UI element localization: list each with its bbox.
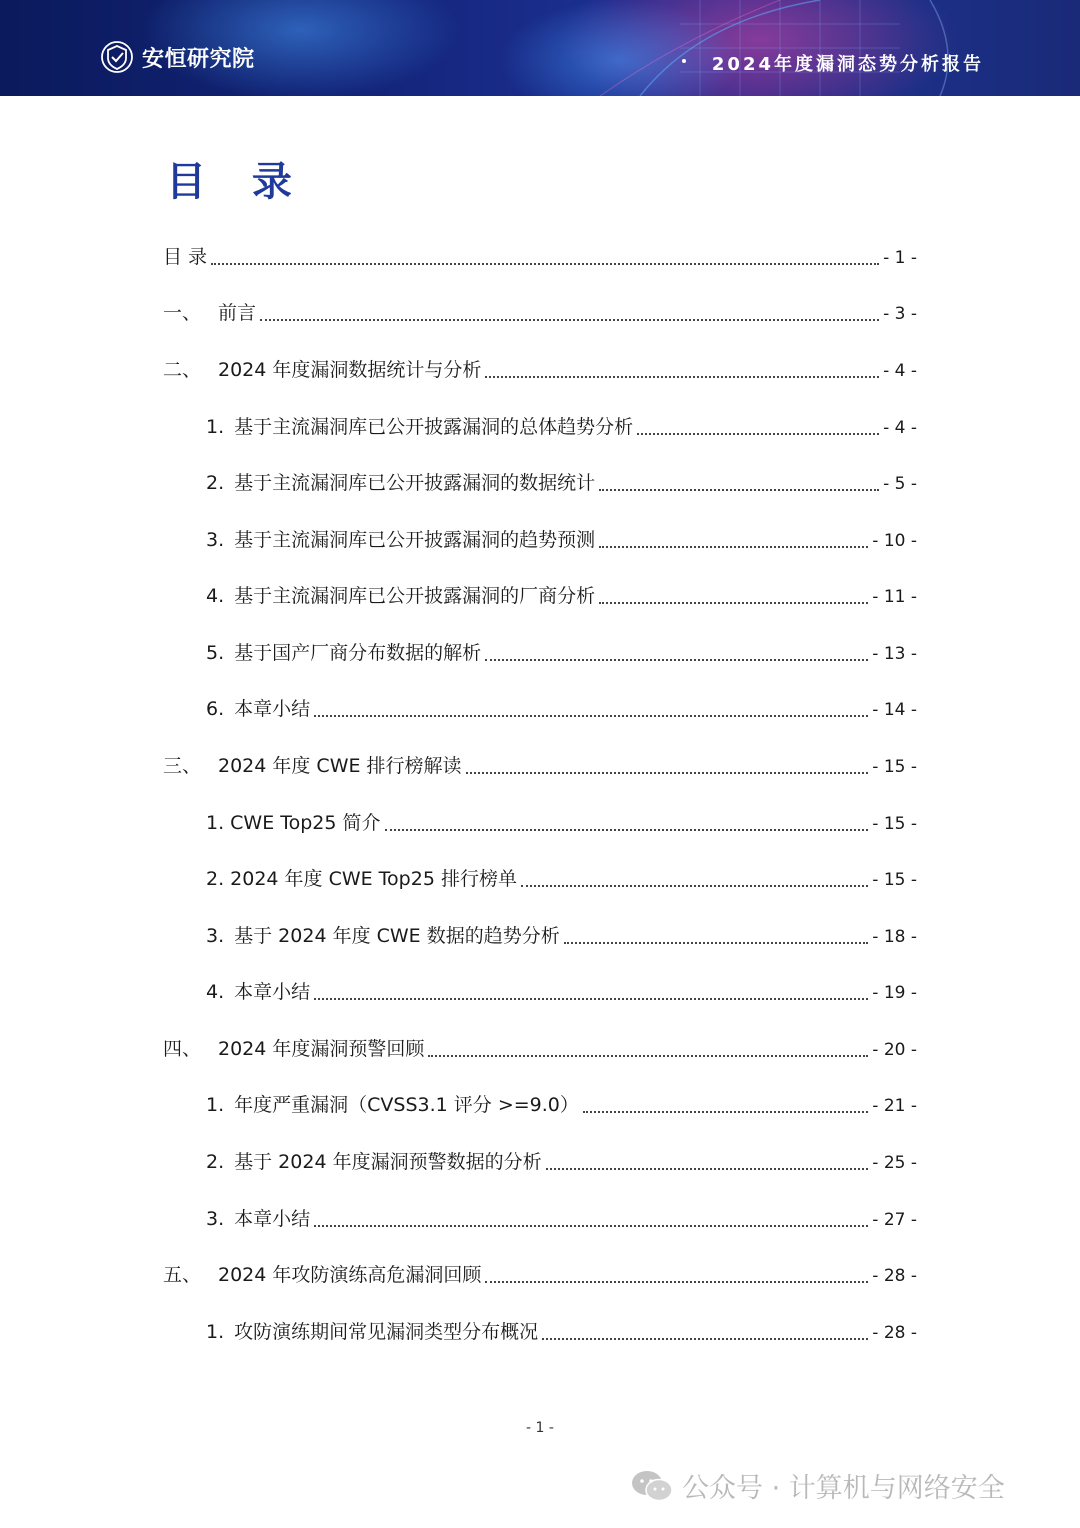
toc-entry[interactable] bbox=[206, 694, 917, 726]
toc-leader bbox=[385, 829, 869, 831]
toc-entry-label: 前言 bbox=[218, 302, 257, 324]
toc-entry-label: 基于主流漏洞库已公开披露漏洞的趋势预测 bbox=[234, 529, 596, 551]
toc-leader bbox=[637, 433, 879, 435]
toc-entry-number: 四、 bbox=[163, 1038, 202, 1060]
toc-entry[interactable] bbox=[206, 412, 917, 444]
toc-entry-number: 6. bbox=[206, 698, 225, 720]
toc-entry[interactable] bbox=[206, 808, 917, 840]
toc-entry-label: 基于主流漏洞库已公开披露漏洞的数据统计 bbox=[234, 472, 596, 494]
toc-entry[interactable] bbox=[206, 1204, 917, 1236]
toc-entry-number: 2. bbox=[206, 472, 225, 494]
toc-entry[interactable] bbox=[206, 864, 917, 896]
toc-entry[interactable] bbox=[206, 581, 917, 613]
toc-entry-label: 基于主流漏洞库已公开披露漏洞的厂商分析 bbox=[234, 585, 596, 607]
toc-entry-page: - 18 - bbox=[872, 927, 917, 947]
toc-leader bbox=[521, 885, 868, 887]
toc-entry-page: - 4 - bbox=[883, 418, 917, 438]
watermark bbox=[630, 1466, 1005, 1505]
toc-entry-page: - 14 - bbox=[872, 700, 917, 720]
toc-entry-number: 一、 bbox=[163, 302, 202, 324]
toc-entry-number: 3. bbox=[206, 1208, 225, 1230]
wechat-icon bbox=[630, 1469, 674, 1503]
toc-entry-page: - 28 - bbox=[872, 1266, 917, 1286]
toc-entry-page: - 13 - bbox=[872, 644, 917, 664]
toc-entry-page: - 27 - bbox=[872, 1210, 917, 1230]
toc-entry-number: 五、 bbox=[163, 1264, 202, 1286]
toc-entry-page: - 3 - bbox=[883, 304, 917, 324]
toc-entry[interactable] bbox=[163, 751, 917, 783]
watermark-text: 公众号 · 计算机与网络安全 bbox=[682, 1473, 1005, 1504]
toc-entry[interactable] bbox=[206, 525, 917, 557]
toc-entry-page: - 20 - bbox=[872, 1040, 917, 1060]
toc-entry-number: 4. bbox=[206, 585, 225, 607]
toc-leader bbox=[583, 1111, 868, 1113]
toc-leader bbox=[314, 715, 868, 717]
toc-leader bbox=[260, 319, 879, 321]
toc-leader bbox=[485, 1281, 868, 1283]
toc-leader bbox=[314, 1225, 868, 1227]
toc-entry[interactable] bbox=[206, 1317, 917, 1349]
page-number: - 1 - bbox=[526, 1420, 554, 1436]
toc-entry-label: 本章小结 bbox=[234, 1208, 311, 1230]
toc-entry-page: - 28 - bbox=[872, 1323, 917, 1343]
toc-entry-label: 基于 2024 年度 CWE 数据的趋势分析 bbox=[234, 925, 560, 947]
toc-entry-label: 基于国产厂商分布数据的解析 bbox=[234, 642, 482, 664]
toc-entry-label: 本章小结 bbox=[234, 981, 311, 1003]
shield-logo-icon bbox=[100, 40, 134, 74]
toc-leader bbox=[599, 546, 868, 548]
toc-leader bbox=[466, 772, 869, 774]
toc-entry-page: - 15 - bbox=[872, 870, 917, 890]
toc-entry-page: - 19 - bbox=[872, 983, 917, 1003]
toc-entry[interactable] bbox=[206, 977, 917, 1009]
toc-entry[interactable] bbox=[206, 921, 917, 953]
toc-leader bbox=[564, 942, 869, 944]
toc-leader bbox=[428, 1055, 868, 1057]
toc-entry-number: 1. bbox=[206, 1321, 225, 1343]
toc-entry-label: 2024 年度 CWE Top25 排行榜单 bbox=[230, 868, 517, 890]
toc-entry-number: 3. bbox=[206, 925, 225, 947]
toc-entry[interactable] bbox=[206, 638, 917, 670]
toc-entry-page: - 10 - bbox=[872, 531, 917, 551]
toc-entry-page: - 1 - bbox=[883, 248, 917, 268]
header-banner bbox=[0, 0, 1080, 96]
toc-leader bbox=[546, 1168, 869, 1170]
toc-entry-number: 3. bbox=[206, 529, 225, 551]
toc-entry-page: - 11 - bbox=[872, 587, 917, 607]
toc-leader bbox=[599, 489, 879, 491]
toc-leader bbox=[485, 376, 879, 378]
toc-entry-number: 1. bbox=[206, 812, 225, 834]
toc-entry-number: 5. bbox=[206, 642, 225, 664]
toc-entry-number: 二、 bbox=[163, 359, 202, 381]
toc-leader bbox=[211, 263, 879, 265]
toc-entry-page: - 15 - bbox=[872, 814, 917, 834]
toc-entry-label: 本章小结 bbox=[234, 698, 311, 720]
toc-entry-number: 4. bbox=[206, 981, 225, 1003]
toc-entry[interactable] bbox=[206, 1090, 917, 1122]
toc-entry-number: 1. bbox=[206, 1094, 225, 1116]
toc-entry-label: CWE Top25 简介 bbox=[230, 812, 381, 834]
toc-entry-number: 2. bbox=[206, 868, 225, 890]
brand-name: 安恒研究院 bbox=[142, 46, 255, 72]
toc-entry-number: 1. bbox=[206, 416, 225, 438]
toc-entry-label: 年度严重漏洞（CVSS3.1 评分 >=9.0） bbox=[234, 1094, 579, 1116]
toc-entry-number: 2. bbox=[206, 1151, 225, 1173]
toc-entry[interactable] bbox=[163, 1034, 917, 1066]
toc-leader bbox=[599, 602, 868, 604]
toc-entry-page: - 25 - bbox=[872, 1153, 917, 1173]
toc-heading: 目 录 bbox=[166, 159, 308, 205]
report-title: 2024年度漏洞态势分析报告 bbox=[711, 54, 984, 75]
toc-entry[interactable] bbox=[206, 468, 917, 500]
brand-logo bbox=[100, 40, 255, 74]
toc-entry-page: - 21 - bbox=[872, 1096, 917, 1116]
toc-entry-label: 攻防演练期间常见漏洞类型分布概况 bbox=[234, 1321, 539, 1343]
toc-entry-label: 基于主流漏洞库已公开披露漏洞的总体趋势分析 bbox=[234, 416, 634, 438]
toc-entry-label: 2024 年度漏洞预警回顾 bbox=[218, 1038, 425, 1060]
toc-entry-number: 三、 bbox=[163, 755, 202, 777]
toc-leader bbox=[542, 1338, 868, 1340]
toc-entry-label: 2024 年攻防演练高危漏洞回顾 bbox=[218, 1264, 482, 1286]
toc-entry-page: - 15 - bbox=[872, 757, 917, 777]
toc-entry[interactable] bbox=[163, 1260, 917, 1292]
toc-entry-label: 目 录 bbox=[163, 246, 208, 268]
toc-entry[interactable] bbox=[163, 298, 917, 330]
toc-entry-label: 基于 2024 年度漏洞预警数据的分析 bbox=[234, 1151, 542, 1173]
toc-entry-page: - 5 - bbox=[883, 474, 917, 494]
toc-leader bbox=[485, 659, 868, 661]
toc-entry-label: 2024 年度漏洞数据统计与分析 bbox=[218, 359, 482, 381]
toc-entry[interactable] bbox=[206, 1147, 917, 1179]
toc-entry-page: - 4 - bbox=[883, 361, 917, 381]
toc-leader bbox=[314, 998, 868, 1000]
toc-entry[interactable] bbox=[163, 355, 917, 387]
toc-entry-label: 2024 年度 CWE 排行榜解读 bbox=[218, 755, 462, 777]
title-bullet bbox=[682, 59, 686, 63]
toc-entry[interactable] bbox=[163, 242, 917, 274]
